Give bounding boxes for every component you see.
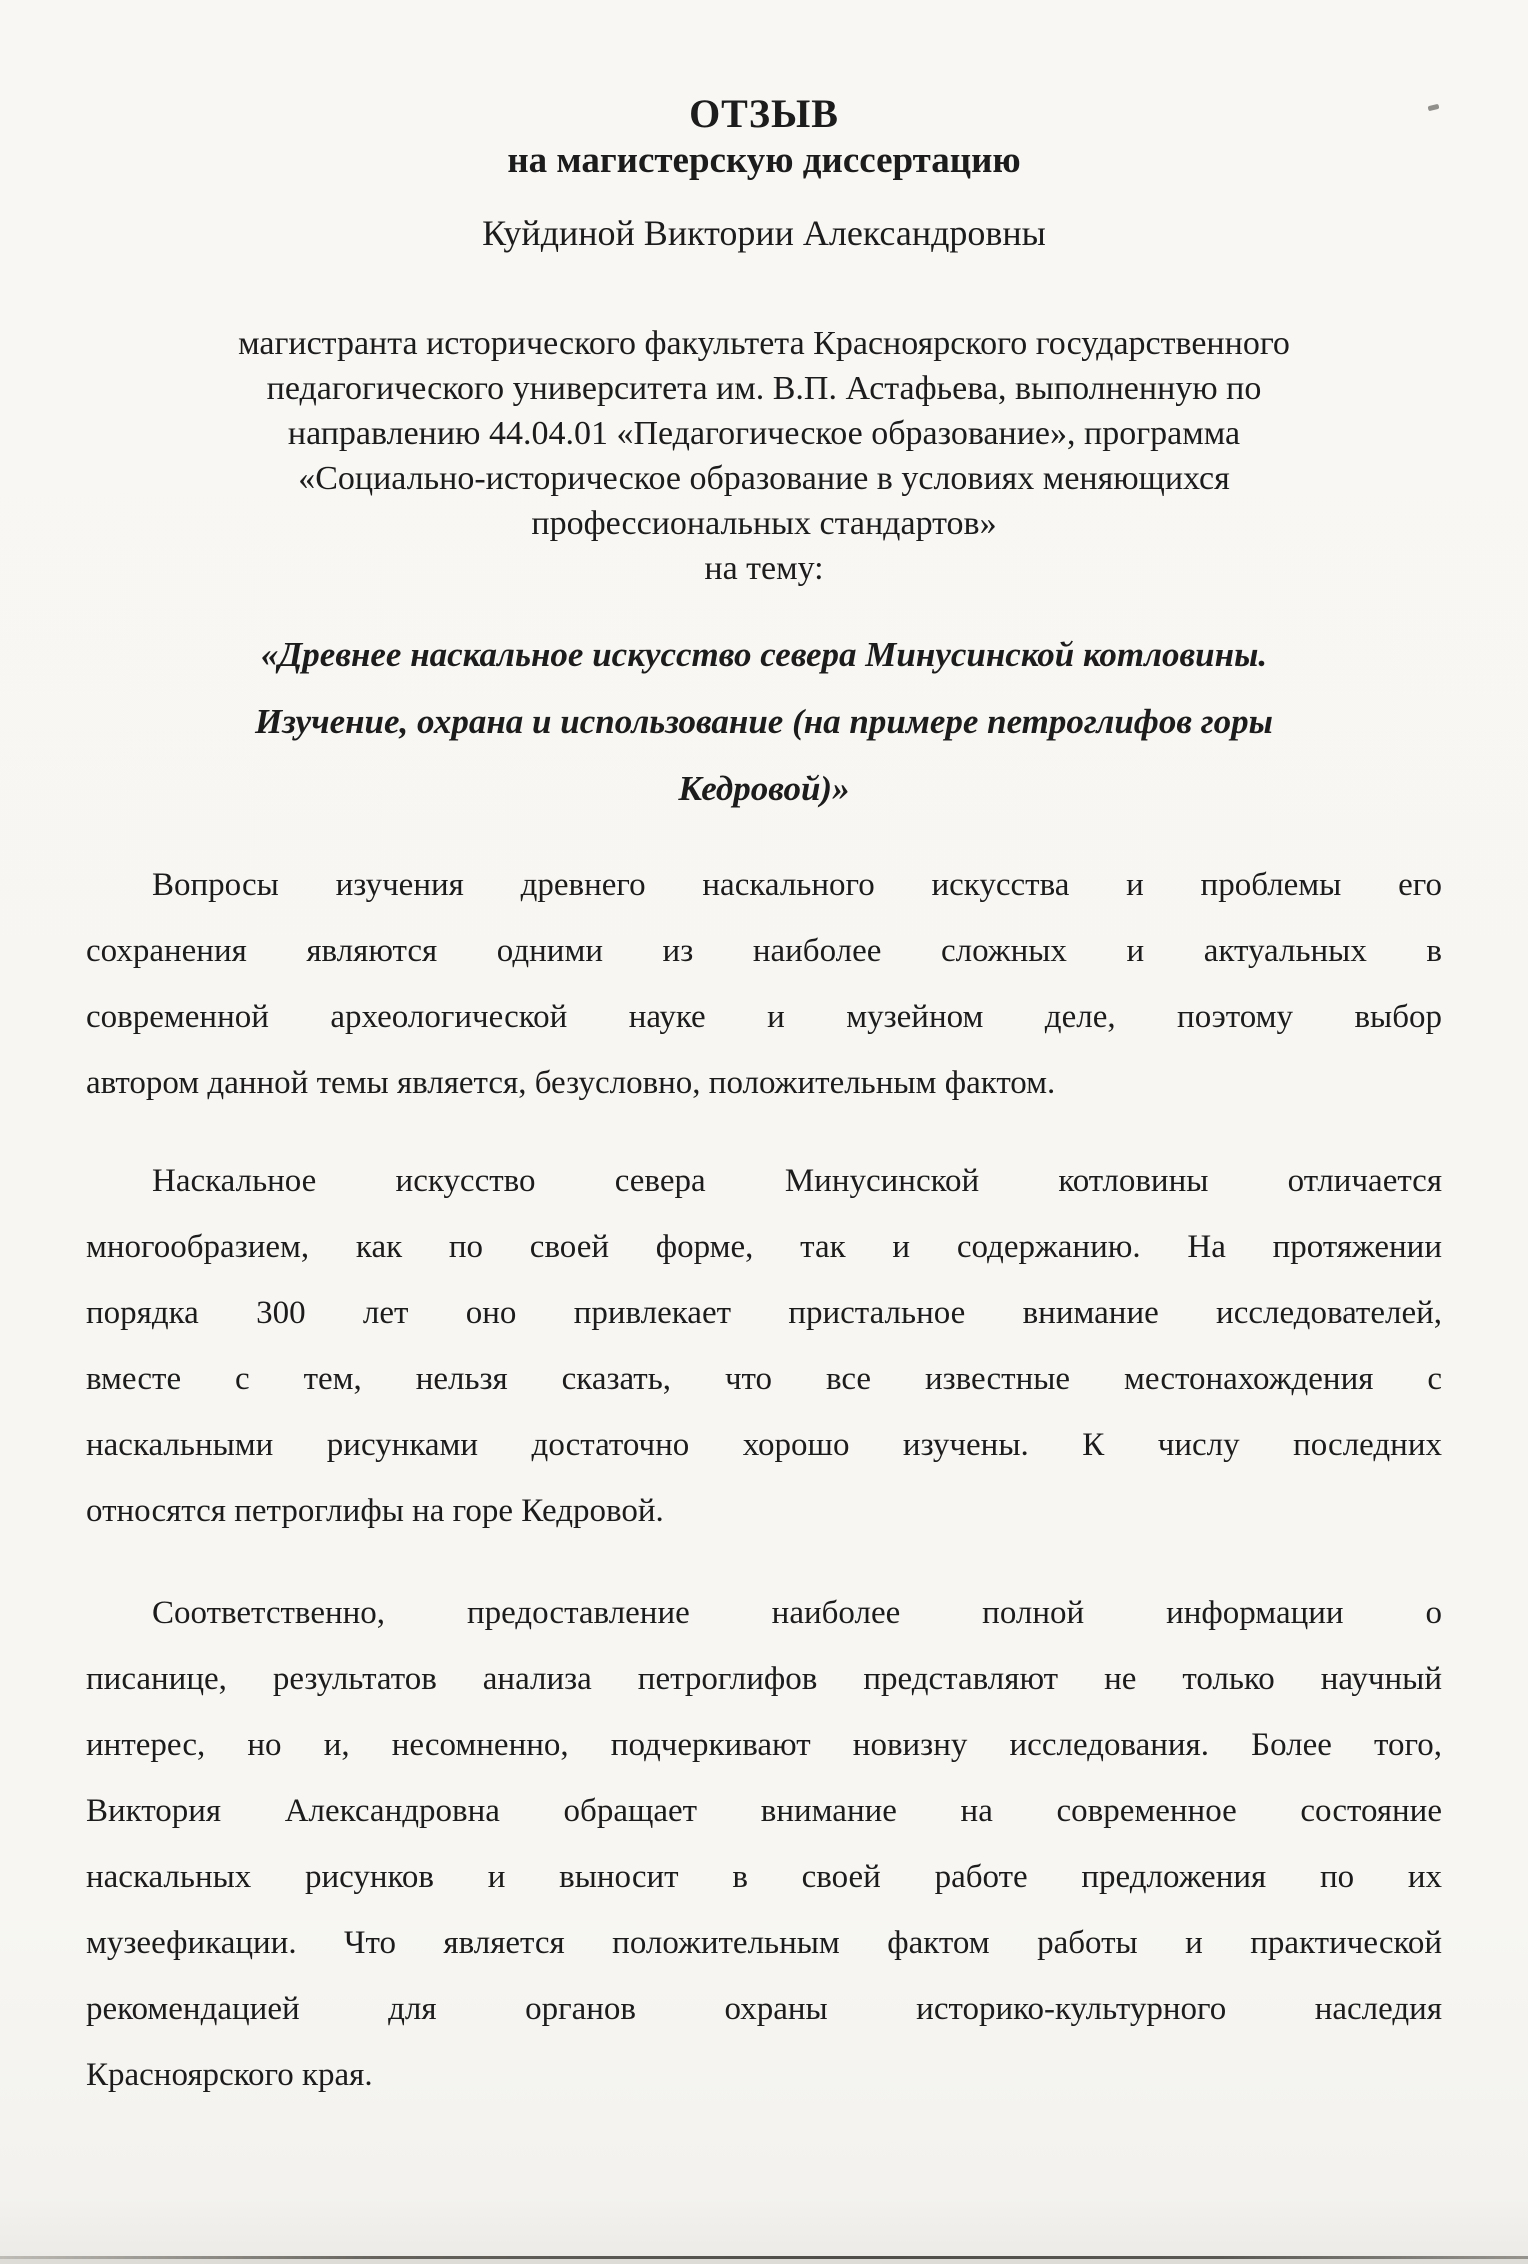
document-title: ОТЗЫВ bbox=[689, 91, 839, 136]
text-line: Наскальное искусство севера Минусинской котловины отличается bbox=[152, 1163, 1442, 1199]
body-paragraph-2 bbox=[86, 1148, 1442, 1544]
text-line: наскальных рисунков и выносит в своей работе предложения по их bbox=[86, 1859, 1442, 1895]
text-line: Красноярского края. bbox=[86, 2057, 373, 2093]
text-line: Кедровой)» bbox=[678, 769, 850, 808]
text-line: современной археологической науке и музейном деле, поэтому выбор bbox=[86, 999, 1442, 1035]
text-line: музеефикации. Что является положительным фактом работы и практической bbox=[86, 1925, 1442, 1961]
text-line: порядка 300 лет оно привлекает пристальное внимание исследователей, bbox=[86, 1295, 1442, 1331]
text-line: Соответственно, предоставление наиболее полной информации о bbox=[152, 1595, 1442, 1631]
document-subtitle: на магистерскую диссертацию bbox=[507, 140, 1021, 181]
text-line: магистранта исторического факультета Красноярского государственного bbox=[238, 325, 1290, 362]
text-line: писанице, результатов анализа петроглифов представляют не только научный bbox=[86, 1661, 1442, 1697]
thesis-author-name: Куйдиной Виктории Александровны bbox=[482, 213, 1046, 253]
text-line: «Социально-историческое образование в условиях меняющихся bbox=[298, 460, 1230, 497]
text-line: педагогического университета им. В.П. Астафьева, выполненную по bbox=[266, 370, 1262, 407]
text-line: многообразием, как по своей форме, так и содержанию. На протяжении bbox=[86, 1229, 1442, 1265]
text-line: направлению 44.04.01 «Педагогическое образование», программа bbox=[287, 415, 1241, 452]
text-line: вместе с тем, нельзя сказать, что все известные местонахождения с bbox=[86, 1361, 1442, 1397]
student-affiliation-details bbox=[86, 321, 1442, 546]
text-line: наскальными рисунками достаточно хорошо изучены. К числу последних bbox=[86, 1427, 1442, 1463]
body-paragraph-3 bbox=[86, 1580, 1442, 2108]
text-line: автором данной темы является, безусловно, положительным фактом. bbox=[86, 1065, 1056, 1101]
text-line: «Древнее наскальное искусство севера Минусинской котловины. bbox=[260, 635, 1268, 674]
text-line: Вопросы изучения древнего наскального искусства и проблемы его bbox=[152, 867, 1442, 903]
text-line: профессиональных стандартов» bbox=[531, 505, 997, 542]
text-line: сохранения являются одними из наиболее сложных и актуальных в bbox=[86, 933, 1442, 969]
body-paragraph-1 bbox=[86, 852, 1442, 1116]
text-line: рекомендацией для органов охраны историко-культурного наследия bbox=[86, 1991, 1442, 2027]
thesis-title bbox=[86, 621, 1442, 822]
text-line: относятся петроглифы на горе Кедровой. bbox=[86, 1493, 664, 1529]
scan-edge-line bbox=[0, 2256, 1528, 2259]
text-line: Виктория Александровна обращает внимание на современное состояние bbox=[86, 1793, 1442, 1829]
topic-label: на тему: bbox=[704, 550, 824, 587]
scan-edge-shadow bbox=[0, 2259, 1528, 2264]
text-line: интерес, но и, несомненно, подчеркивают новизну исследования. Более того, bbox=[86, 1727, 1442, 1763]
text-line: Изучение, охрана и использование (на примере петроглифов горы bbox=[255, 702, 1273, 741]
